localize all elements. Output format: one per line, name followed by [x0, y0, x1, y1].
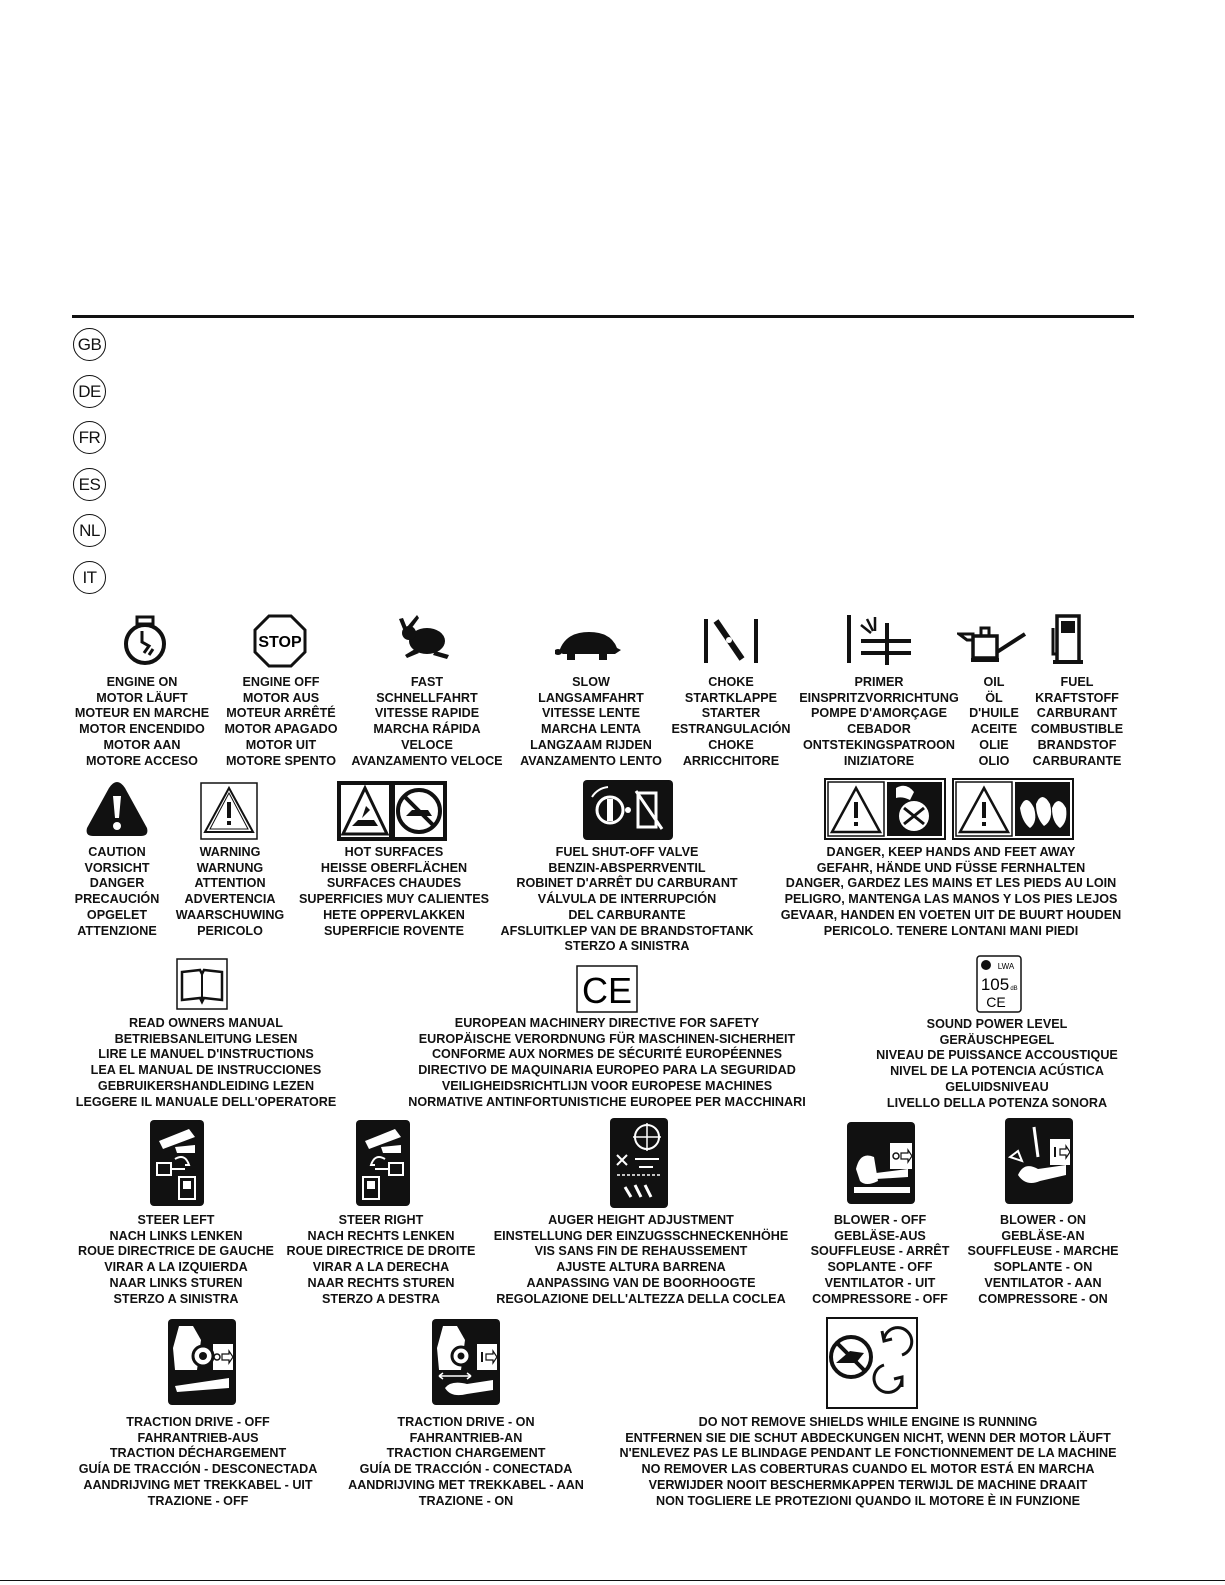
caption-shields: DO NOT REMOVE SHIELDS WHILE ENGINE IS RUNNING ENTFERNEN SIE DIE SCHUT ABDECKUNGEN NICHT, WENN DER MOTOR LÄUFT N'ENLEVEZ PAS LE BLINDAGE PENDANT LE FONCTIONNEMENT DE LA MACHINE NO REMOVER LAS COBERTURAS CUANDO EL MOTOR ESTÁ EN MARCHA VERWIJDER NOOIT BESCHERMKAPPEN TERWIJL DE MACHINE DRAAIT NON TOGLIERE LE PROTEZIONI QUANDO IL MOTORE È IN FUNZIONE [619, 1415, 1117, 1508]
fuel-pump-icon [1049, 614, 1089, 666]
ce-mark-text: CE [581, 970, 633, 1011]
choke-icon [702, 617, 760, 665]
caption-warning: WARNING WARNUNG ATTENTION ADVERTENCIA WAARSCHUWING PERICOLO [175, 845, 285, 938]
caption-engine-on: ENGINE ON MOTOR LÄUFT MOTEUR EN MARCHE MOTOR ENCENDIDO MOTOR AAN MOTORE ACCESO [74, 675, 210, 768]
shields-warning-icon [826, 1317, 918, 1409]
caption-oil: OIL ÖL D'HUILE ACEITE OLIE OLIO [969, 675, 1019, 768]
caption-danger-hands: DANGER, KEEP HANDS AND FEET AWAY GEFAHR, HÄNDE UND FÜSSE FERNHALTEN DANGER, GARDEZ LES MAINS ET LES PIEDS AU LOIN PELIGRO, MANTENGA LAS MANOS Y LOS PIES LEJOS GEVAAR, HANDEN EN VOETEN UIT DE BUURT HOUDEN PERICOLO. TENERE LONTANI MANI PIEDI [780, 845, 1122, 938]
traction-on-icon [431, 1318, 501, 1406]
stop-sign-icon [253, 614, 307, 668]
caption-read-manual: READ OWNERS MANUAL BETRIEBSANLEITUNG LESEN LIRE LE MANUEL D'INSTRUCTIONS LEA EL MANUAL DE INSTRUCCIONES GEBRUIKERSHANDLEIDING LEZEN LEGGERE IL MANUALE DELL'OPERATORE [75, 1016, 337, 1109]
caption-steer-right: STEER RIGHT NACH RECHTS LENKEN ROUE DIRECTRICE DE DROITE VIRAR A LA DERECHA NAAR RECHTS STUREN STERZO A DESTRA [286, 1213, 476, 1306]
language-badge-nl: NL [73, 514, 106, 547]
warning-triangle-icon [200, 782, 258, 840]
caption-primer: PRIMER EINSPRITZVORRICHTUNG POMPE D'AMORÇAGE CEBADOR ONTSTEKINGSPATROON INIZIATORE [799, 675, 959, 768]
sound-value-text: 105 [980, 975, 1010, 994]
danger-feet-icon [952, 778, 1074, 840]
caption-choke: CHOKE STARTKLAPPE STARTER ESTRANGULACIÓN CHOKE ARRICCHITORE [671, 675, 791, 768]
caption-traction-off: TRACTION DRIVE - OFF FAHRANTRIEB-AUS TRACTION DÉCHARGEMENT GUÍA DE TRACCIÓN - DESCONECTADA AANDRIJVING MET TREKKABEL - UIT TRAZIONE - OFF [78, 1415, 318, 1508]
blower-off-icon [846, 1121, 916, 1205]
caption-sound-power: SOUND POWER LEVEL GERÄUSCHPEGEL NIVEAU DE PUISSANCE ACCOUSTIQUE NIVEL DE LA POTENCIA ACÚSTICA GELUIDSNIVEAU LIVELLO DELLA POTENZA SONORA [876, 1017, 1118, 1110]
manual-book-icon [176, 958, 228, 1010]
steer-left-icon [149, 1119, 205, 1207]
turtle-icon [555, 628, 623, 662]
blower-on-icon [1004, 1117, 1074, 1205]
language-badge-gb: GB [73, 328, 106, 361]
caption-steer-left: STEER LEFT NACH LINKS LENKEN ROUE DIRECTRICE DE GAUCHE VIRAR A LA IZQUIERDA NAAR LINKS STUREN STERZO A SINISTRA [78, 1213, 274, 1306]
rabbit-icon [395, 615, 453, 661]
caption-hot-surfaces: HOT SURFACES HEISSE OBERFLÄCHEN SURFACES CHAUDES SUPERFICIES MUY CALIENTES HETE OPPERVLAKKEN SUPERFICIE ROVENTE [298, 845, 490, 938]
engine-on-icon [120, 615, 170, 667]
caption-caution: CAUTION VORSICHT DANGER PRECAUCIÓN OPGELET ATTENZIONE [74, 845, 160, 938]
caption-fast: FAST SCHNELLFAHRT VITESSE RAPIDE MARCHA RÁPIDA VELOCE AVANZAMENTO VELOCE [351, 675, 503, 768]
caption-blower-on: BLOWER - ON GEBLÄSE-AN SOUFFLEUSE - MARCHE SOPLANTE - ON VENTILATOR - AAN COMPRESSORE - ON [967, 1213, 1119, 1306]
sound-power-label-icon [976, 955, 1022, 1013]
language-badge-de: DE [73, 375, 106, 408]
fuel-shutoff-valve-icon [582, 779, 674, 841]
caption-traction-on: TRACTION DRIVE - ON FAHRANTRIEB-AN TRACTION CHARGEMENT GUÍA DE TRACCIÓN - CONECTADA AANDRIJVING MET TREKKABEL - AAN TRAZIONE - ON [348, 1415, 584, 1508]
auger-height-icon [609, 1117, 669, 1209]
caption-fuel: FUEL KRAFTSTOFF CARBURANT COMBUSTIBLE BRANDSTOF CARBURANTE [1030, 675, 1124, 768]
sound-unit-text: dB [1010, 986, 1018, 992]
lwa-text: LWA [997, 962, 1015, 971]
sound-ce-text: CE [986, 994, 1006, 1010]
ce-mark-icon [576, 965, 638, 1013]
caution-triangle-icon [85, 780, 149, 838]
caption-blower-off: BLOWER - OFF GEBLÄSE-AUS SOUFFLEUSE - ARRÊT SOPLANTE - OFF VENTILATOR - UIT COMPRESSORE - OFF [810, 1213, 950, 1306]
hot-surfaces-icon [336, 780, 448, 842]
caption-engine-off: ENGINE OFF MOTOR AUS MOTEUR ARRÊTÉ MOTOR APAGADO MOTOR UIT MOTORE SPENTO [224, 675, 338, 768]
traction-off-icon [167, 1318, 237, 1406]
caption-slow: SLOW LANGSAMFAHRT VITESSE LENTE MARCHA LENTA LANGZAAM RIJDEN AVANZAMENTO LENTO [520, 675, 662, 768]
caption-auger-height: AUGER HEIGHT ADJUSTMENT EINSTELLUNG DER EINZUGSSCHNECKENHÖHE VIS SANS FIN DE REHAUSSEMENT AJUSTE ALTURA BARRENA AANPASSING VAN DE BOORHOOGTE REGOLAZIONE DELL'ALTEZZA DELLA COCLEA [493, 1213, 789, 1306]
steer-right-icon [355, 1119, 411, 1207]
bottom-rule [0, 1580, 1225, 1581]
top-rule [72, 315, 1134, 318]
caption-ce-directive: EUROPEAN MACHINERY DIRECTIVE FOR SAFETY EUROPÄISCHE VERORDNUNG FÜR MASCHINEN-SICHERHEIT CONFORME AUX NORMES DE SÉCURITÉ EUROPÉENNES DIRECTIVO DE MAQUINARIA EUROPEO PARA LA SEGURIDAD VEILIGHEIDSRICHTLIJN VOOR EUROPESE MACHINES NORMATIVE ANTINFORTUNISTICHE EUROPEE PER MACCHINARI [408, 1016, 806, 1109]
danger-hands-icon [824, 778, 946, 840]
primer-icon [845, 613, 913, 665]
caption-fuel-valve: FUEL SHUT-OFF VALVE BENZIN-ABSPERRVENTIL ROBINET D'ARRÊT DU CARBURANT VÁLVULA DE INTERRUPCIÓN DEL CARBURANTE AFSLUITKLEP VAN DE BRANDSTOFTANK STERZO A SINISTRA [500, 845, 754, 954]
language-badge-it: IT [73, 561, 106, 594]
language-badge-es: ES [73, 468, 106, 501]
stop-text: STOP [258, 634, 302, 651]
oil-can-icon [957, 622, 1029, 666]
language-badge-fr: FR [73, 421, 106, 454]
